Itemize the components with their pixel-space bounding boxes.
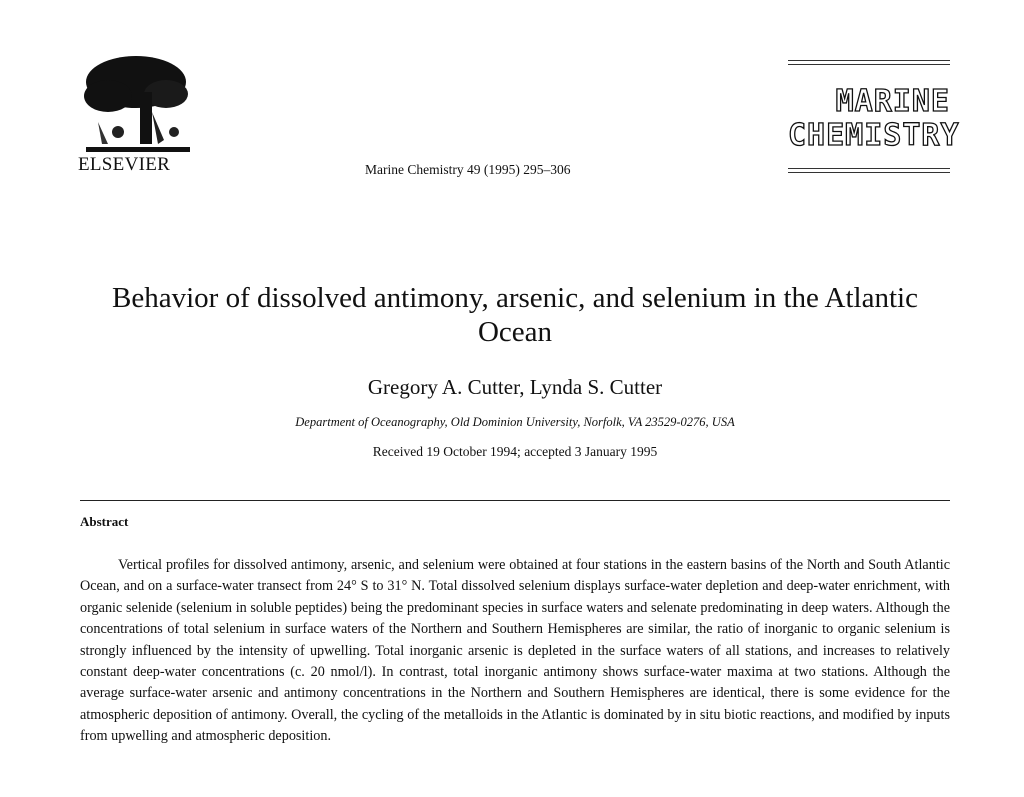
article-authors: Gregory A. Cutter, Lynda S. Cutter [367, 375, 663, 399]
received-accepted-dates: Received 19 October 1994; accepted 3 January 1995 [372, 444, 658, 459]
author-affiliation: Department of Oceanography, Old Dominion University, Norfolk, VA 23529-0276, USA [295, 415, 735, 429]
article-title: Behavior of dissolved antimony, arsenic, and selenium in the Atlantic Ocean [112, 282, 918, 348]
section-divider [80, 500, 950, 501]
journal-logo-line1: MARINE [835, 84, 950, 119]
abstract-body: Vertical profiles for dissolved antimony, arsenic, and selenium were obtained at four stations in the eastern basins of the North and South Atlantic Ocean, and on a surface-water transect from 24° S to 31° N. Total dissolved selenium displays surface-water depletion and deep-water enrichment, with organic selenide (selenium in soluble peptides) being the predominant species in surface waters and selenate predominating in deep waters. Although the concentrations of total selenium in surface waters of the Northern and Southern Hemispheres are similar, the ratio of inorganic to organic selenium is strongly influenced by the intensity of upwelling. Total inorganic arsenic is depleted in the surface waters of all stations, and increases to relatively constant deep-water concentrations (c. 20 nmol/l). In contrast, total inorganic antimony shows surface-water maxima at two stations. Although the average surface-water arsenic and antimony concentrations in the Northern and Southern Hemispheres are identical, there is some evidence for the atmospheric deposition of antimony. Overall, the cycling of the metalloids in the Atlantic is dominated by in situ biotic reactions, and modified by inputs from upwelling and atmospheric deposition. [80, 557, 950, 745]
journal-citation: Marine Chemistry 49 (1995) 295–306 [365, 162, 571, 177]
journal-logo-line2: CHEMISTRY [788, 118, 960, 153]
abstract-heading: Abstract [80, 514, 129, 529]
publisher-name: ELSEVIER [78, 154, 171, 175]
journal-logo [788, 56, 960, 178]
